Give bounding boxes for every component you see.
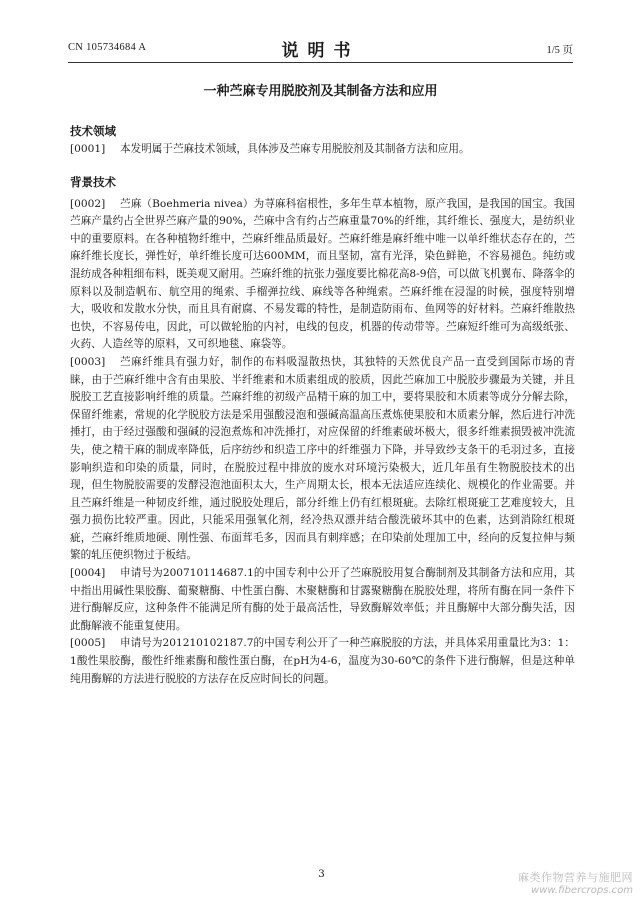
section-heading-technical-field: 技术领域 xyxy=(70,124,116,138)
page-number: 3 xyxy=(318,868,325,880)
paragraph-number: [0001] xyxy=(70,143,106,155)
doc-type: 说明书 xyxy=(281,41,360,61)
paragraph-0001 xyxy=(70,141,575,159)
paragraph-text: 申请号为200710114687.1的中国专利中公开了苎麻脱胶用复合酶制剂及其制备方法和应用，其中指出用碱性果胶酶、葡聚糖酶、中性蛋白酶、木聚糖酶和甘露聚糖酶在脱胶处理，将所有酶在同一条件下进行酶解反应，这种条件不能满足所有酶的处于最高活性，导致酶解效率低；并且酶解中大部分酶失活，因此酶解液不能重复使用。 xyxy=(70,567,575,632)
header-divider xyxy=(68,62,573,63)
paragraph-text: 本发明属于苎麻技术领域，具体涉及苎麻专用脱胶剂及其制备方法和应用。 xyxy=(120,143,470,155)
paragraph-number: [0005] xyxy=(70,637,106,650)
paragraph-text: 苎麻纤维具有强力好，制作的布料吸湿散热快，其独特的天然优良产品一直受到国际市场的青睐，由于苎麻纤维中含有由果胶、半纤维素和木质素组成的胶质，因此苎麻加工中脱胶步骤最为关键，并且脱胶工艺直接影响纤维的质量。苎麻纤维的初级产品精干麻的加工中，要将果胶和木质素等成分分解去除，保留纤维素，常规的化学脱胶方法是采用强酸浸泡和强碱高温高压煮炼使果胶和木质素分解，然后进行冲洗捶打，由于经过强酸和强碱的浸泡煮炼和冲洗捶打，对应保留的纤维素破坏极大，很多纤维素损毁被冲洗流失，使之精干麻的制成率降低，后序纺纱和织造工序中的纤维强力下降，并导致纱支条干的毛羽过多，直接影响织造和印染的质量，同时，在脱胶过程中排放的废水对环境污染极大，近几年虽有生物脱胶技术的出现，但生物脱胶需要的发酵浸泡池面积太大，生产周期太长，根本无法适应连续化、规模化的作业需要。并且苎麻纤维是一种韧皮纤维，通过脱胶处理后，部分纤维上仍有红根斑疵。去除红根斑疵工艺难度较大，且强力损伤比较严重。因此，只能采用强氧化剂，经冷热双漂并结合酸洗破坏其中的色素，达到消除红根斑疵，苎麻纤维质地硬、刚性强、布面茸毛多，因而具有刺痒感；在印染前处理加工中，经向的反复拉伸与频繁的轧压使织物过于板结。 xyxy=(70,355,575,562)
paragraph-0002 xyxy=(70,196,575,354)
paragraph-0005 xyxy=(70,635,575,688)
watermark-url: www.fibercrops.com xyxy=(531,885,633,896)
watermark-name: 麻类作物营养与施肥网 xyxy=(518,871,633,884)
paragraph-number: [0004] xyxy=(70,567,106,580)
paragraph-0004 xyxy=(70,565,575,635)
page-label: 1/5 页 xyxy=(546,45,573,56)
page-header xyxy=(68,36,573,61)
document-body xyxy=(70,122,575,688)
paragraph-text: 苎麻（Boehmeria nivea）为荨麻科宿根性，多年生草本植物，原产我国，是我国的国宝。我国苎麻产量约占全世界苎麻产量的90%，苎麻中含有约占苎麻重量70%的纤维，其纤维长、强度大，是纺织业中的重要原料。在各种植物纤维中，苎麻纤维品质最好。苎麻纤维是麻纤维中唯一以单纤维状态存在的，苎麻纤维长度长，弹性好，单纤维长度可达600MM，而且坚韧，富有光泽，染色鲜艳，不容易褪色。纯纺或混纺成各种粗细布料，既美观又耐用。苎麻纤维的抗张力强度要比棉花高8-9倍，可以做飞机翼布、降落伞的原料以及制造帆布、航空用的绳索、手榴弹拉线、麻线等各种绳索。苎麻纤维在浸湿的时候，强度特别增大，吸收和发散水分快，而且具有耐腐、不易发霉的特性，是制造防雨布、鱼网等的好材料。苎麻纤维散热也快，不容易传电，因此，可以做轮胎的内衬，电线的包皮，机器的传动带等。苎麻短纤维可为高级纸张、火药、人造丝等的原料，又可织地毯、麻袋等。 xyxy=(70,197,575,351)
paragraph-number: [0003] xyxy=(70,355,106,368)
paragraph-text: 申请号为201210102187.7的中国专利公开了一种苎麻脱胶的方法，并具体采用重量比为3：1：1酸性果胶酶，酸性纤维素酶和酸性蛋白酶，在pH为4-6，温度为30-60℃的条件下进行酶解，但是这种单纯用酶解的方法进行脱胶的方法存在反应时间长的问题。 xyxy=(70,637,575,685)
document-title: 一种苎麻专用脱胶剂及其制备方法和应用 xyxy=(203,84,438,99)
site-watermark xyxy=(518,869,633,896)
section-heading-background: 背景技术 xyxy=(70,174,116,189)
paragraph-0003 xyxy=(70,354,575,565)
patent-number: CN 105734684 A xyxy=(68,42,147,53)
paragraph-number: [0002] xyxy=(70,197,106,210)
